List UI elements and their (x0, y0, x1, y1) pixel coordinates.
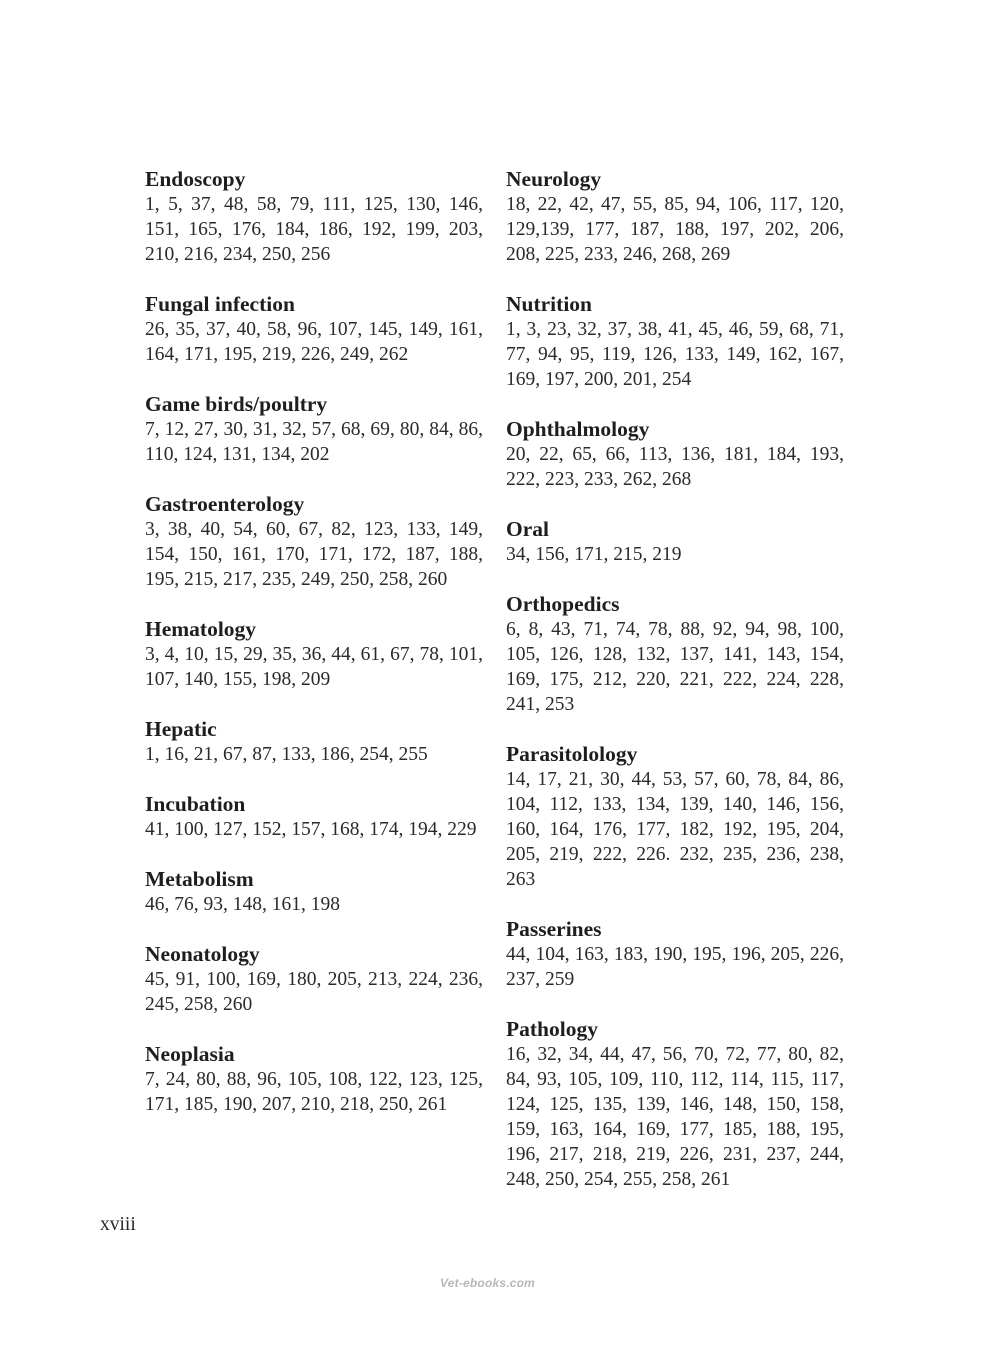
page-number: xviii (100, 1214, 136, 1235)
index-heading: Endoscopy (145, 167, 246, 191)
index-heading: Pathology (506, 1017, 598, 1041)
index-column-right (506, 167, 844, 1217)
index-entry (145, 942, 483, 1017)
index-entry (506, 1017, 844, 1192)
index-entry (506, 167, 844, 267)
index-heading: Hepatic (145, 717, 217, 741)
index-heading: Nutrition (506, 292, 592, 316)
index-entry (145, 792, 483, 842)
index-page-list: 20, 22, 65, 66, 113, 136, 181, 184, 193, 222, 223, 233, 262, 268 (506, 444, 844, 490)
index-heading: Neonatology (145, 942, 260, 966)
index-page-list: 7, 24, 80, 88, 96, 105, 108, 122, 123, 125, 171, 185, 190, 207, 210, 218, 250, 261 (145, 1069, 483, 1115)
index-entry (145, 392, 483, 467)
index-heading: Gastroenterology (145, 492, 305, 516)
index-entry (145, 1042, 483, 1117)
index-entry (506, 742, 844, 892)
index-page-list: 18, 22, 42, 47, 55, 85, 94, 106, 117, 120, 129,139, 177, 187, 188, 197, 202, 206, 208, 225, 233, 246, 268, 269 (506, 194, 844, 265)
index-column-left (145, 167, 483, 1142)
index-heading: Fungal infection (145, 292, 295, 316)
index-heading: Hematology (145, 617, 257, 641)
index-page-list: 3, 38, 40, 54, 60, 67, 82, 123, 133, 149, 154, 150, 161, 170, 171, 172, 187, 188, 195, 215, 217, 235, 249, 250, 258, 260 (145, 519, 483, 590)
index-heading: Incubation (145, 792, 246, 816)
index-page-list: 41, 100, 127, 152, 157, 168, 174, 194, 229 (145, 819, 477, 840)
index-page-list: 7, 12, 27, 30, 31, 32, 57, 68, 69, 80, 84, 86, 110, 124, 131, 134, 202 (145, 419, 483, 465)
index-heading: Neurology (506, 167, 602, 191)
index-page-list: 1, 5, 37, 48, 58, 79, 111, 125, 130, 146, 151, 165, 176, 184, 186, 192, 199, 203, 210, 216, 234, 250, 256 (145, 194, 483, 265)
index-entry (145, 617, 483, 692)
index-page-list: 14, 17, 21, 30, 44, 53, 57, 60, 78, 84, 86, 104, 112, 133, 134, 139, 140, 146, 156, 160, 164, 176, 177, 182, 192, 195, 204, 205, 219, 222, 226. 232, 235, 236, 238, 263 (506, 769, 844, 890)
index-page-list: 1, 16, 21, 67, 87, 133, 186, 254, 255 (145, 744, 428, 765)
index-heading: Oral (506, 517, 549, 541)
index-page-list: 44, 104, 163, 183, 190, 195, 196, 205, 226, 237, 259 (506, 944, 844, 990)
index-page-list: 46, 76, 93, 148, 161, 198 (145, 894, 340, 915)
index-entry (145, 167, 483, 267)
index-page-list: 3, 4, 10, 15, 29, 35, 36, 44, 61, 67, 78, 101, 107, 140, 155, 198, 209 (145, 644, 483, 690)
index-entry (145, 717, 483, 767)
index-entry (506, 517, 844, 567)
index-page-list: 1, 3, 23, 32, 37, 38, 41, 45, 46, 59, 68, 71, 77, 94, 95, 119, 126, 133, 149, 162, 167, 169, 197, 200, 201, 254 (506, 319, 844, 390)
index-entry (506, 292, 844, 392)
index-heading: Metabolism (145, 867, 254, 891)
index-entry (506, 592, 844, 717)
index-heading: Passerines (506, 917, 602, 941)
index-heading: Parasitolology (506, 742, 638, 766)
index-heading: Neoplasia (145, 1042, 235, 1066)
index-page-list: 16, 32, 34, 44, 47, 56, 70, 72, 77, 80, 82, 84, 93, 105, 109, 110, 112, 114, 115, 117, 124, 125, 135, 139, 146, 148, 150, 158, 159, 163, 164, 169, 177, 185, 188, 195, 196, 217, 218, 219, 226, 231, 237, 244, 248, 250, 254, 255, 258, 261 (506, 1044, 844, 1190)
index-page-list: 6, 8, 43, 71, 74, 78, 88, 92, 94, 98, 100, 105, 126, 128, 132, 137, 141, 143, 154, 169, 175, 212, 220, 221, 222, 224, 228, 241, 253 (506, 619, 844, 715)
watermark-logo: Vet-ebooks.com (440, 1276, 536, 1290)
index-page-list: 45, 91, 100, 169, 180, 205, 213, 224, 236, 245, 258, 260 (145, 969, 483, 1015)
index-entry (506, 417, 844, 492)
index-heading: Orthopedics (506, 592, 620, 616)
index-entry (145, 292, 483, 367)
index-entry (145, 492, 483, 592)
index-entry (506, 917, 844, 992)
index-heading: Game birds/poultry (145, 392, 328, 416)
index-page-list: 34, 156, 171, 215, 219 (506, 544, 682, 565)
index-page-list: 26, 35, 37, 40, 58, 96, 107, 145, 149, 161, 164, 171, 195, 219, 226, 249, 262 (145, 319, 483, 365)
index-heading: Ophthalmology (506, 417, 650, 441)
index-entry (145, 867, 483, 917)
